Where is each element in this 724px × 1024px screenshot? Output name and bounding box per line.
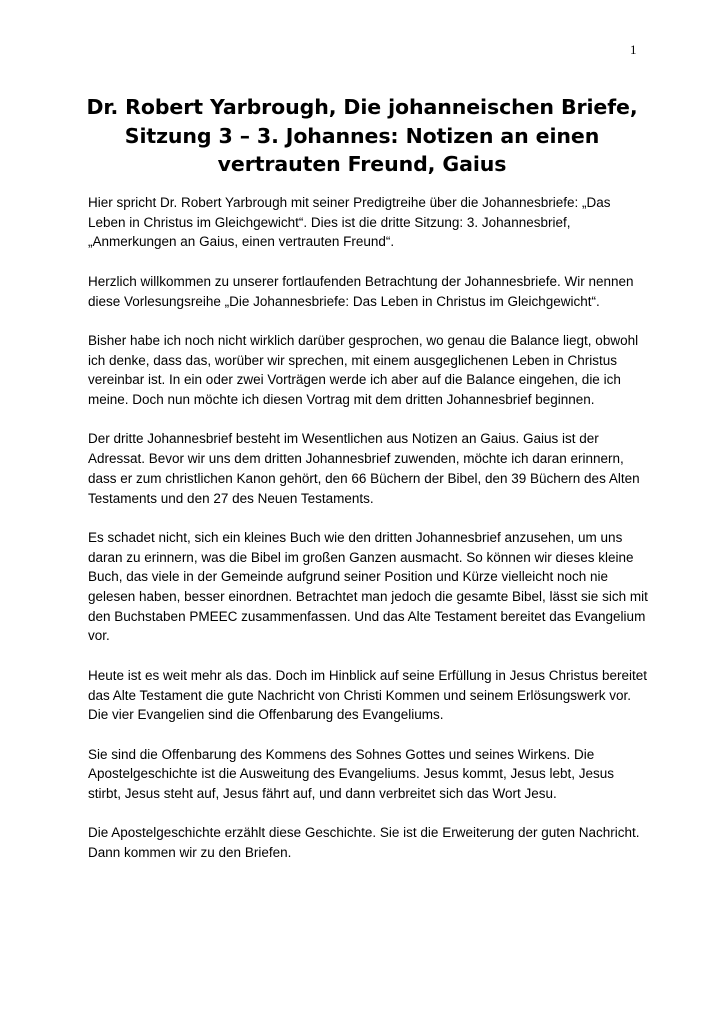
paragraph-welcome: Herzlich willkommen zu unserer fortlaufenden Betrachtung der Johannesbriefe. Wir nennen diese Vorlesungsreihe „Die Johannesbriefe: Das Leben in Christus im Gleichgewicht“.: [88, 273, 634, 309]
paragraph-letters: Die Apostelgeschichte erzählt diese Geschichte. Sie ist die Erweiterung der guten Nachricht. Dann kommen wir zu den Briefen.: [88, 825, 640, 861]
paragraph-acts: Sie sind die Offenbarung des Kommens des Sohnes Gottes und seines Wirkens. Die Apostelgeschichte ist die Ausweitung des Evangeliums. Jesus kommt, Jesus lebt, Jesus stirbt, Jesus steht auf, Jesus fährt auf, und dann verbreitet sich das Wort Jesu.: [88, 746, 615, 801]
paragraph-pmeec: Es schadet nicht, sich ein kleines Buch wie den dritten Johannesbrief anzusehen, um uns daran zu erinnern, was die Bibel im großen Ganzen ausmacht. So können wir dieses kleine Buch, das viele in der Gemeinde aufgrund seiner Position und Kürze vielleicht noch nie gelesen haben, besser einordnen. Betrachtet man jedoch die gesamte Bibel, lässt sie sich mit den Buchstaben PMEEC zusammenfassen. Und das Alte Testament bereitet das Evangelium vor.: [88, 529, 648, 644]
page-number: 1: [630, 42, 637, 57]
paragraph-intro: Hier spricht Dr. Robert Yarbrough mit seiner Predigtreihe über die Johannesbriefe: „Das Leben in Christus im Gleichgewicht“. Dies ist die dritte Sitzung: 3. Johannesbrief, „Anmerkungen an Gaius, einen vertrauten Freund“.: [88, 195, 611, 250]
paragraph-canon: Der dritte Johannesbrief besteht im Wesentlichen aus Notizen an Gaius. Gaius ist der Adressat. Bevor wir uns dem dritten Johannesbrief zuwenden, möchte ich daran erinnern, dass er zum christlichen Kanon gehört, den 66 Büchern der Bibel, den 39 Büchern des Alten Testaments und den 27 des Neuen Testaments.: [88, 431, 640, 506]
document-title: Dr. Robert Yarbrough, Die johanneischen Briefe, Sitzung 3 – 3. Johannes: Notizen an einen vertrauten Freund, Gaius: [86, 95, 638, 176]
paragraph-gospels: Heute ist es weit mehr als das. Doch im Hinblick auf seine Erfüllung in Jesus Christus bereitet das Alte Testament die gute Nachricht von Christi Kommen und seinem Erlösungswerk vor. Die vier Evangelien sind die Offenbarung des Evangeliums.: [88, 667, 647, 723]
document-body: [88, 193, 648, 882]
paragraph-balance: Bisher habe ich noch nicht wirklich darüber gesprochen, wo genau die Balance liegt, obwohl ich denke, dass das, worüber wir sprechen, mit einem ausgeglichenen Leben in Christus vereinbar ist. In ein oder zwei Vorträgen werde ich aber auf die Balance eingehen, die ich meine. Doch nun möchte ich diesen Vortrag mit dem dritten Johannesbrief beginnen.: [88, 332, 639, 407]
